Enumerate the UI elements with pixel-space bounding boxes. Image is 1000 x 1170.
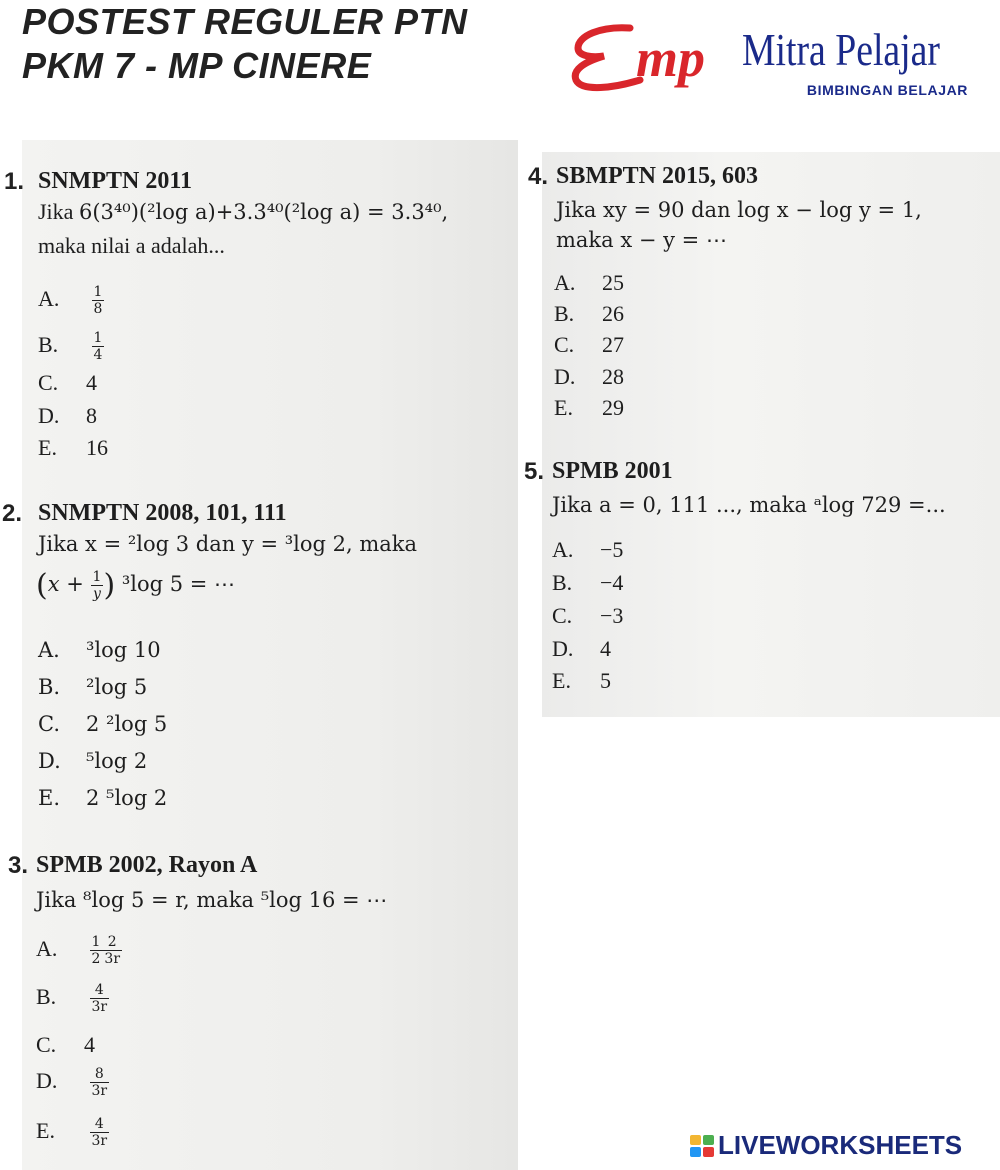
logo-brand: Mitra Pelajar xyxy=(742,24,940,75)
question-2-option-b[interactable]: B. ²log 5 xyxy=(38,675,148,699)
svg-text:mp: mp xyxy=(636,28,706,88)
question-1-line-1: Jika 6(3⁴⁰)(²log a)+3.3⁴⁰(²log a) = 3.3⁴⁰, xyxy=(38,199,449,224)
question-3-line-1: Jika ⁸log 5 = r, maka ⁵log 16 = ⋯ xyxy=(36,888,388,912)
question-4-option-b[interactable]: B. 26 xyxy=(554,301,624,326)
question-1-number: 1. xyxy=(4,168,25,195)
question-3-option-a[interactable]: A. $\frac{1}{2}$ $\frac{2}{3r}$ xyxy=(36,934,121,967)
fraction: $\frac{1}{4}$ xyxy=(93,330,103,363)
question-4-line-2: maka x − y = ⋯ xyxy=(556,228,727,252)
fraction: $\frac{1}{y}$ xyxy=(92,569,102,602)
question-5-number: 5. xyxy=(524,458,545,485)
question-3-source: SPMB 2002, Rayon A xyxy=(36,852,258,878)
question-2-option-d[interactable]: D. ⁵log 2 xyxy=(38,749,148,773)
mitra-pelajar-logo xyxy=(570,18,980,108)
question-1-option-e[interactable]: E. 16 xyxy=(38,435,108,460)
title-line-1: POSTEST REGULER PTN xyxy=(22,1,468,42)
question-3-number: 3. xyxy=(8,852,29,879)
question-4-option-c[interactable]: C. 27 xyxy=(554,332,624,357)
question-1-equation: 6(3⁴⁰)(²log a)+3.3⁴⁰(²log a) = 3.3⁴⁰, xyxy=(78,200,449,224)
question-4-option-a[interactable]: A. 25 xyxy=(554,270,624,295)
question-3-option-b[interactable]: B. $\frac{4}{3r}$ xyxy=(36,982,108,1015)
question-2-option-c[interactable]: C. 2 ²log 5 xyxy=(38,712,168,736)
liveworksheets-icon xyxy=(690,1135,716,1159)
question-3-option-e[interactable]: E. $\frac{4}{3r}$ xyxy=(36,1116,108,1149)
fraction: $\frac{1}{8}$ xyxy=(93,284,103,317)
question-5-option-d[interactable]: D. 4 xyxy=(552,636,611,661)
question-5-option-c[interactable]: C. −3 xyxy=(552,603,624,628)
question-5-option-b[interactable]: B. −4 xyxy=(552,570,624,595)
question-5-option-e[interactable]: E. 5 xyxy=(552,668,611,693)
question-1-source: SNMPTN 2011 xyxy=(38,168,193,194)
question-5-source: SPMB 2001 xyxy=(552,458,673,484)
question-4-option-d[interactable]: D. 28 xyxy=(554,364,624,389)
question-2-line-2: (x + $\frac{1}{y}$ ) ³log 5 = ⋯ xyxy=(36,568,236,603)
question-5-option-a[interactable]: A. −5 xyxy=(552,537,624,562)
question-1-option-c[interactable]: C. 4 xyxy=(38,370,97,395)
page-title xyxy=(22,0,468,88)
question-2-option-a[interactable]: A. ³log 10 xyxy=(38,638,161,662)
question-5-line-1: Jika a = 0, 111 ..., maka ᵃlog 729 =... xyxy=(552,493,946,517)
fraction: $\frac{1}{2}$ xyxy=(91,934,101,967)
question-1-option-a[interactable]: A. $\frac{1}{8}$ xyxy=(38,284,103,317)
fraction: $\frac{4}{3r}$ xyxy=(91,1116,108,1149)
logo-tagline: BIMBINGAN BELAJAR xyxy=(806,82,968,98)
question-4-line-1: Jika xy = 90 dan log x − log y = 1, xyxy=(556,198,922,222)
title-line-2: PKM 7 - MP CINERE xyxy=(22,45,372,86)
question-1-line-2: maka nilai a adalah... xyxy=(38,233,225,258)
fraction: $\frac{2}{3r}$ xyxy=(104,934,121,967)
question-3-option-c[interactable]: C. 4 xyxy=(36,1032,95,1057)
fraction: $\frac{4}{3r}$ xyxy=(91,982,108,1015)
question-2-number: 2. xyxy=(2,500,23,527)
question-1-option-b[interactable]: B. $\frac{1}{4}$ xyxy=(38,330,103,363)
question-2-line-1: Jika x = ²log 3 dan y = ³log 2, maka xyxy=(38,532,418,556)
question-4-option-e[interactable]: E. 29 xyxy=(554,395,624,420)
question-4-source: SBMPTN 2015, 603 xyxy=(556,163,759,189)
logo-mark-icon xyxy=(570,18,740,98)
question-1-option-d[interactable]: D. 8 xyxy=(38,403,97,428)
question-2-option-e[interactable]: E. 2 ⁵log 2 xyxy=(38,786,168,810)
question-2-source: SNMPTN 2008, 101, 111 xyxy=(38,500,287,526)
liveworksheets-watermark[interactable]: LIVEWORKSHEETS xyxy=(718,1130,963,1160)
question-3-option-d[interactable]: D. $\frac{8}{3r}$ xyxy=(36,1066,108,1099)
question-4-number: 4. xyxy=(528,163,549,190)
fraction: $\frac{8}{3r}$ xyxy=(91,1066,108,1099)
